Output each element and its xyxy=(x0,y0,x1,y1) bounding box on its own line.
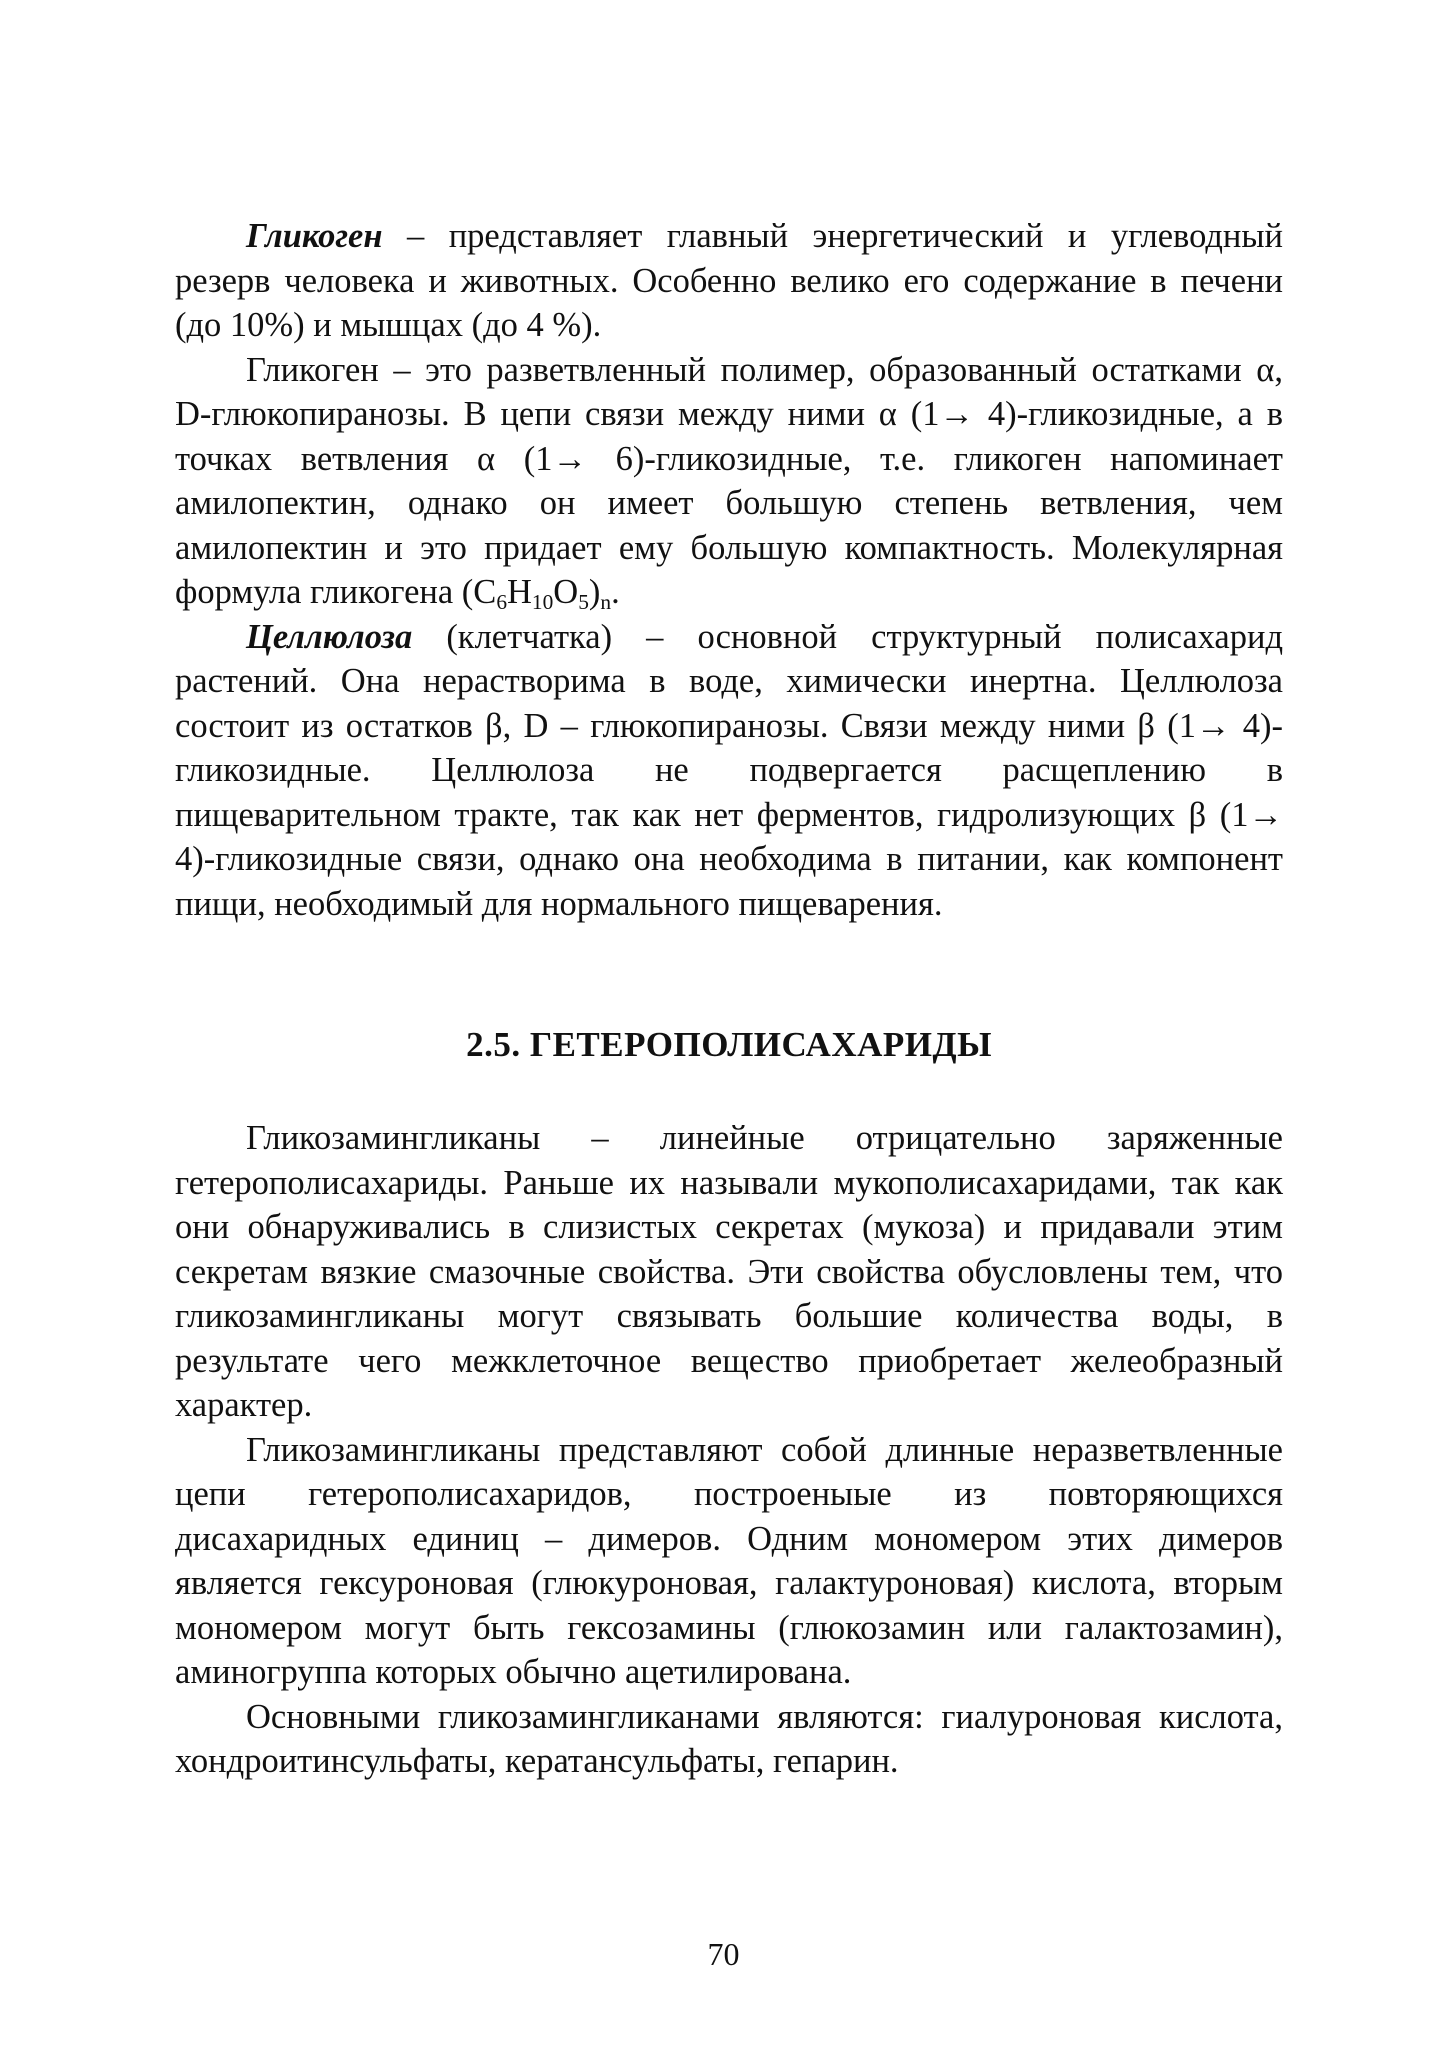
term-glycogen: Гликоген xyxy=(246,217,383,255)
formula-close: ) xyxy=(588,573,601,611)
paragraph-glycogen-structure-text: Гликоген – это разветвленный полимер, образованный остатками α, D-глюкопиранозы. В цепи связи между ними α (1→ 4)-гликозидные, а в точках ветвления α (1→ 6)-гликозидные, т.е. гликоген напоминает амилопектин, однако он имеет большую степень ветвления, чем амилопектин и это придает ему большую компактность. Молекулярная формула гликогена (C xyxy=(175,350,1283,611)
paragraph-gag-definition: Гликозамингликаны – линейные отрицательно заряженные гетерополисахариды. Раньше их называли мукополисахаридами, так как они обнаруживались в слизистых секретах (мукоза) и придавали этим секретам вязкие смазочные свойства. Эти свойства обусловлены тем, что гликозамингликаны могут связывать большие количества воды, в результате чего межклеточное вещество приобретает желеобразный характер. xyxy=(175,1119,1283,1424)
formula-sub-n: n xyxy=(600,589,612,614)
formula-end: . xyxy=(611,573,620,611)
paragraph-gag-structure: Гликозамингликаны представляют собой длинные неразветвленные цепи гетерополисахаридов, построеныые из повторяющихся дисахаридных единиц – димеров. Одним мономером этих димеров является гексуроновая (глюкуроновая, галактуроновая) кислота, вторым мономером могут быть гексозамины (глюкозамин или галактозамин), аминогруппа которых обычно ацетилирована. xyxy=(175,1430,1283,1691)
paragraph-cellulose xyxy=(175,615,1283,927)
formula-h: H xyxy=(507,573,532,611)
paragraph-glycogen-intro xyxy=(175,214,1283,348)
paragraph-glycogen-intro-text: – представляет главный энергетический и углеводный резерв человека и животных. Особенно велико его содержание в печени (до 10%) и мышцах (до 4 %). xyxy=(175,217,1283,344)
term-cellulose: Целлюлоза xyxy=(246,617,413,656)
page-body xyxy=(175,214,1283,1784)
paragraph-gag-types: Основными гликозамингликанами являются: гиалуроновая кислота, хондроитинсульфаты, кератансульфаты, гепарин. xyxy=(175,1697,1283,1780)
section-heading: 2.5. ГЕТЕРОПОЛИСАХАРИДЫ xyxy=(466,1025,992,1064)
section-body xyxy=(175,1116,1283,1784)
formula-o: O xyxy=(553,573,579,611)
formula-sub-5: 5 xyxy=(578,589,589,614)
formula-sub-10: 10 xyxy=(531,589,554,614)
paragraph-cellulose-text: (клетчатка) – основной структурный полисахарид растений. Она нерастворима в воде, химически инертна. Целлюлоза состоит из остатков β, D – глюкопиранозы. Связи между ними β (1→ 4)-гликозидные. Целлюлоза не подвергается расщеплению в пищеварительном тракте, так как нет ферментов, гидролизующих β (1→ 4)-гликозидные связи, однако она необходима в питании, как компонент пищи, необходимый для нормального пищеварения. xyxy=(175,617,1283,923)
formula-sub-6: 6 xyxy=(496,589,507,614)
paragraph-glycogen-structure xyxy=(175,348,1283,615)
page-number: 70 xyxy=(707,1936,740,1972)
